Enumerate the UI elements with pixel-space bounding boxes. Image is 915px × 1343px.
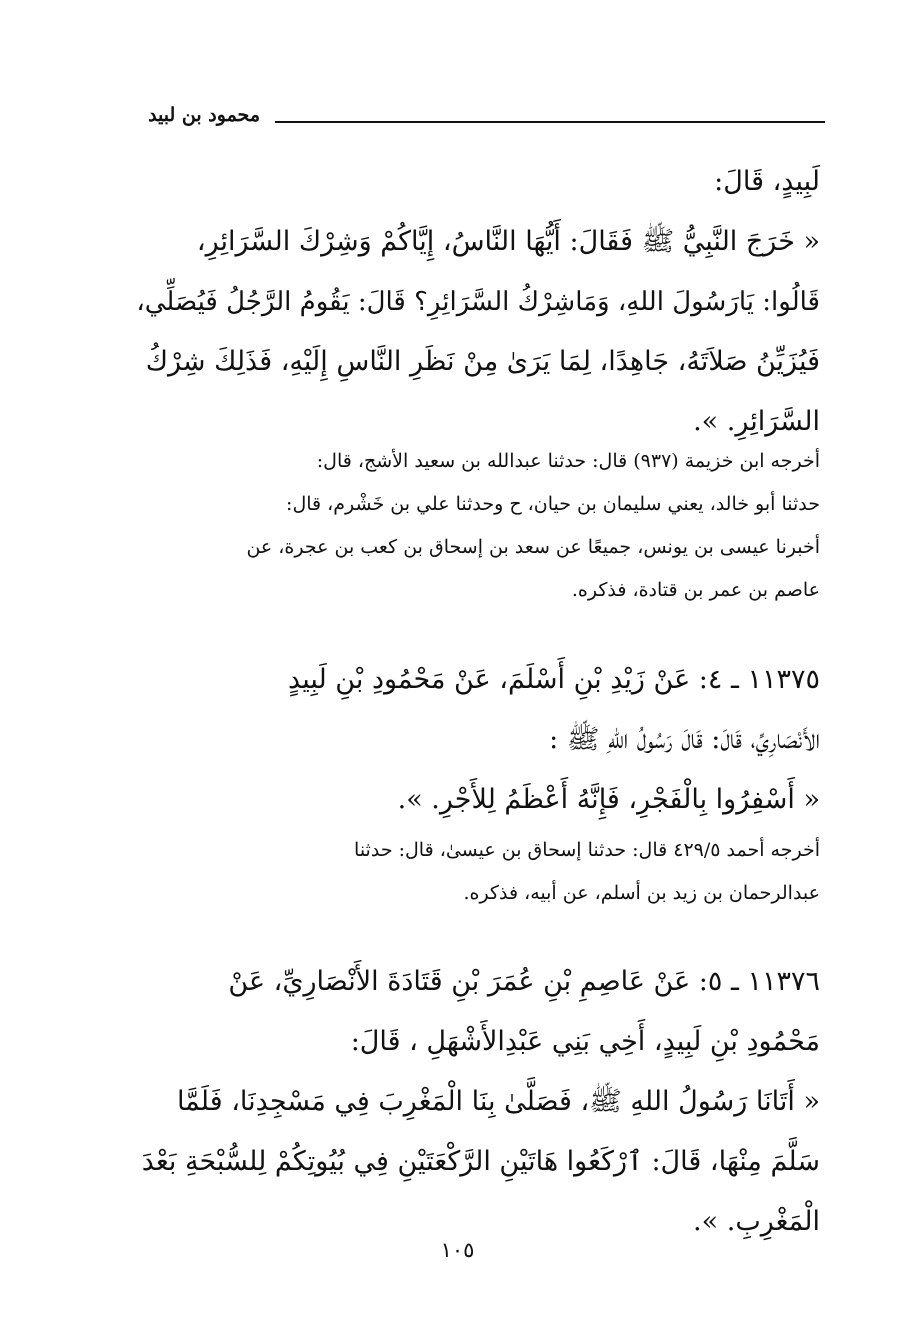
hadith-line: فَيُزَيِّنُ صَلاَتَهُ، جَاهِدًا، لِمَا يَرَىٰ مِنْ نَظَرِ النَّاسِ إِلَيْهِ، فَذَلِكَ شِرْكُ [145, 346, 820, 377]
hadith-line: « أَسْفِرُوا بِالْفَجْرِ، فَإِنَّهُ أَعْظَمُ لِلأَجْرِ. ». [397, 784, 820, 815]
takhrij-line: أخبرنا عيسى بن يونس، جميعًا عن سعد بن إسحاق بن كعب بن عجرة، عن [246, 536, 820, 558]
takhrij-line: عاصم بن عمر بن قتادة، فذكره. [571, 579, 820, 601]
takhrij-block-2 [130, 829, 820, 915]
hadith-line: « أَتَانَا رَسُولُ اللهِ ﷺ، فَصَلَّىٰ بِنَا الْمَغْرِبَ فِي مَسْجِدِنَا، فَلَمَّا [176, 1086, 820, 1117]
header-rule [275, 121, 825, 123]
takhrij-line: عبدالرحمان بن زيد بن أسلم، عن أبيه، فذكره. [463, 882, 820, 904]
hadith-line: لَبِيدٍ، قَالَ: [714, 166, 820, 197]
hadith-line: مَحْمُودِ بْنِ لَبِيدٍ، أَخِي بَنِي عَبْدِالأَشْهَلِ ، قَالَ: [350, 1026, 820, 1057]
hadith-line: « خَرَجَ النَّبِيُّ ﷺ فَقَالَ: أَيُّهَا النَّاسُ، إِيَّاكُمْ وَشِرْكَ السَّرَائِرِ، [196, 226, 820, 257]
hadith-line: الْمَغْرِبِ. ». [693, 1206, 820, 1237]
hadith-line: ١١٣٧٥ ـ ٤: عَنْ زَيْدِ بْنِ أَسْلَمَ، عَنْ مَحْمُودِ بْنِ لَبِيدٍ [288, 664, 820, 695]
hadith-line: الأَنْصَارِيِّ، قَالَ: قَالَ رَسُولُ اللهِ ﷺ : [549, 724, 820, 755]
running-header [140, 104, 825, 134]
hadith-line: سَلَّمَ مِنْهَا، قَالَ: ٱرْكَعُوا هَاتَيْنِ الرَّكْعَتَيْنِ فِي بُيُوتِكُمْ لِلسُّبْحَةِ بَعْدَ [141, 1146, 820, 1177]
hadith-line: السَّرَائِرِ. ». [693, 406, 820, 437]
page-number: ١٠٥ [440, 1238, 475, 1262]
takhrij-line: أخرجه ابن خزيمة (٩٣٧) قال: حدثنا عبدالله بن سعيد الأشج، قال: [316, 450, 820, 472]
hadith-line: ١١٣٧٦ ـ ٥: عَنْ عَاصِمِ بْنِ عُمَرَ بْنِ قَتَادَةَ الأَنْصَارِيِّ، عَنْ [228, 966, 820, 997]
takhrij-line: أخرجه أحمد ٤٢٩/٥ قال: حدثنا إسحاق بن عيسىٰ، قال: حدثنا [354, 839, 820, 861]
hadith-line: قَالُوا: يَارَسُولَ اللهِ، وَمَاشِرْكُ السَّرَائِرِ؟ قَالَ: يَقُومُ الرَّجُلُ فَيُصَلِّي، [136, 287, 820, 317]
hadith-block-11375 [130, 650, 820, 830]
takhrij-line: حدثنا أبو خالد، يعني سليمان بن حيان، ح وحدثنا علي بن خَشْرم، قال: [286, 493, 820, 515]
takhrij-block-1 [130, 440, 820, 612]
running-title: محمود بن لبيد [148, 104, 260, 126]
hadith-block-11376 [130, 952, 820, 1252]
hadith-block-1 [130, 152, 820, 452]
